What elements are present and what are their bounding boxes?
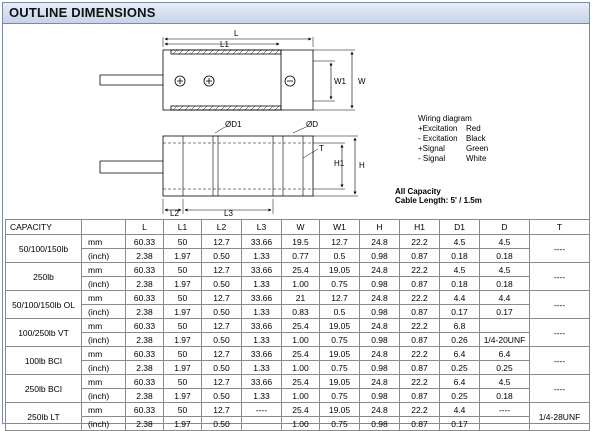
value-cell: 60.33 [126, 375, 164, 389]
dimension-table [5, 219, 590, 431]
wiring-signal: +Signal [418, 144, 445, 153]
value-cell: 19.05 [320, 403, 360, 417]
value-cell: 0.98 [360, 305, 400, 319]
label-L: L [234, 29, 239, 38]
value-cell: 0.83 [282, 305, 320, 319]
top-hatch-strip [171, 50, 281, 54]
value-cell: 60.33 [126, 235, 164, 249]
value-cell: 4.5 [480, 235, 530, 249]
value-cell: 1.00 [282, 417, 320, 431]
wiring-line [418, 134, 488, 144]
value-cell: 0.25 [440, 361, 480, 375]
value-cell: 1.33 [242, 249, 282, 263]
value-cell: 25.4 [282, 403, 320, 417]
wiring-color: Red [466, 124, 481, 133]
side-cable [100, 161, 163, 173]
value-cell: 25.4 [282, 375, 320, 389]
col-header [82, 220, 126, 235]
value-cell: 1.97 [164, 305, 202, 319]
value-cell: 22.2 [400, 319, 440, 333]
top-view-body [163, 50, 281, 110]
wiring-signal: - Excitation [418, 134, 458, 143]
value-cell: 0.26 [440, 333, 480, 347]
dimension-drawing-svg [3, 23, 591, 218]
value-cell: ---- [480, 403, 530, 417]
unit-cell: (inch) [82, 277, 126, 291]
unit-cell: mm [82, 403, 126, 417]
table-row [6, 333, 590, 347]
value-cell: 33.66 [242, 347, 282, 361]
table-row [6, 417, 590, 431]
unit-cell: mm [82, 291, 126, 305]
value-cell: 4.5 [440, 235, 480, 249]
value-cell: 0.18 [440, 249, 480, 263]
value-cell: 6.4 [480, 347, 530, 361]
value-cell: 24.8 [360, 319, 400, 333]
value-cell: 0.98 [360, 249, 400, 263]
col-header: L2 [202, 220, 242, 235]
col-header: H [360, 220, 400, 235]
unit-cell: mm [82, 319, 126, 333]
value-cell: 2.38 [126, 305, 164, 319]
table-row [6, 361, 590, 375]
value-cell: 22.2 [400, 347, 440, 361]
value-cell: 21 [282, 291, 320, 305]
value-cell: 0.75 [320, 333, 360, 347]
value-cell: 4.5 [480, 375, 530, 389]
value-cell: 33.66 [242, 235, 282, 249]
value-cell: 2.38 [126, 417, 164, 431]
value-cell: 25.4 [282, 319, 320, 333]
table-row [6, 291, 590, 305]
unit-cell: (inch) [82, 305, 126, 319]
table-row [6, 319, 590, 333]
value-cell: 60.33 [126, 291, 164, 305]
value-cell: 0.87 [400, 305, 440, 319]
value-cell: 0.75 [320, 389, 360, 403]
capacity-cell: 50/100/150lb OL [6, 291, 82, 319]
value-cell: 2.38 [126, 361, 164, 375]
unit-cell: (inch) [82, 417, 126, 431]
value-cell: 19.05 [320, 375, 360, 389]
value-cell: 1.97 [164, 249, 202, 263]
table-header-row [6, 220, 590, 235]
wiring-signal: +Excitation [418, 124, 458, 133]
label-L3: L3 [224, 209, 233, 218]
value-cell: 0.50 [202, 249, 242, 263]
value-cell: 0.87 [400, 389, 440, 403]
value-cell: 0.18 [480, 249, 530, 263]
outline-dimensions-panel [2, 2, 590, 429]
top-cable [100, 75, 163, 85]
value-cell: 1.33 [242, 333, 282, 347]
value-cell: 22.2 [400, 291, 440, 305]
value-cell: 12.7 [202, 347, 242, 361]
capacity-cell: 250lb [6, 263, 82, 291]
unit-cell: (inch) [82, 361, 126, 375]
value-cell: 22.2 [400, 403, 440, 417]
value-cell: 0.87 [400, 249, 440, 263]
value-cell: 0.77 [282, 249, 320, 263]
value-cell: 4.4 [440, 403, 480, 417]
unit-cell: mm [82, 347, 126, 361]
value-cell: 0.50 [202, 277, 242, 291]
value-cell: 12.7 [320, 291, 360, 305]
value-cell: 33.66 [242, 319, 282, 333]
value-cell: 12.7 [202, 263, 242, 277]
value-cell: 0.75 [320, 417, 360, 431]
value-cell: 1/4-20UNF [480, 333, 530, 347]
col-header: W [282, 220, 320, 235]
value-cell: 1.00 [282, 333, 320, 347]
unit-cell: mm [82, 375, 126, 389]
value-cell: 50 [164, 403, 202, 417]
value-cell: 24.8 [360, 347, 400, 361]
value-cell: 0.98 [360, 417, 400, 431]
value-cell: 0.17 [440, 417, 480, 431]
value-cell: 60.33 [126, 263, 164, 277]
value-cell: 50 [164, 291, 202, 305]
wiring-line [418, 124, 488, 134]
value-cell: 6.4 [440, 347, 480, 361]
wiring-color: White [466, 154, 487, 163]
value-cell: 12.7 [202, 319, 242, 333]
value-cell: 24.8 [360, 375, 400, 389]
value-cell: 22.2 [400, 263, 440, 277]
table-row [6, 375, 590, 389]
value-cell: 12.7 [202, 403, 242, 417]
col-header: D [480, 220, 530, 235]
value-cell: 4.5 [440, 263, 480, 277]
side-view-body [163, 136, 313, 196]
t-cell: ---- [530, 291, 590, 319]
value-cell: 50 [164, 319, 202, 333]
value-cell: 0.25 [440, 389, 480, 403]
table-body [6, 235, 590, 431]
value-cell: 60.33 [126, 347, 164, 361]
t-cell: ---- [530, 347, 590, 375]
t-cell: ---- [530, 319, 590, 347]
value-cell: 0.18 [480, 277, 530, 291]
value-cell [480, 417, 530, 431]
value-cell: 0.98 [360, 277, 400, 291]
value-cell: 50 [164, 375, 202, 389]
value-cell: 0.17 [480, 305, 530, 319]
label-H1: H1 [334, 159, 345, 168]
value-cell: ---- [242, 403, 282, 417]
value-cell: 60.33 [126, 319, 164, 333]
value-cell: 12.7 [202, 235, 242, 249]
value-cell: 50 [164, 235, 202, 249]
unit-cell: (inch) [82, 389, 126, 403]
capacity-note [395, 187, 482, 205]
t-cell: ---- [530, 263, 590, 291]
value-cell: 0.5 [320, 249, 360, 263]
value-cell: 50 [164, 347, 202, 361]
value-cell: 24.8 [360, 263, 400, 277]
value-cell: 0.75 [320, 277, 360, 291]
value-cell: 2.38 [126, 277, 164, 291]
wiring-line [418, 144, 488, 154]
cable-length-label: Cable Length: 5' / 1.5m [395, 196, 482, 205]
value-cell: 4.5 [480, 263, 530, 277]
value-cell: 1.97 [164, 333, 202, 347]
value-cell [242, 417, 282, 431]
wiring-color: Green [466, 144, 489, 153]
value-cell: 33.66 [242, 263, 282, 277]
col-header: H1 [400, 220, 440, 235]
value-cell: 12.7 [202, 291, 242, 305]
value-cell: 4.4 [480, 291, 530, 305]
value-cell: 0.18 [440, 277, 480, 291]
value-cell: 0.98 [360, 361, 400, 375]
value-cell: 1.33 [242, 305, 282, 319]
table-row [6, 263, 590, 277]
col-header: W1 [320, 220, 360, 235]
table-row [6, 277, 590, 291]
wiring-diagram [418, 114, 488, 164]
value-cell: 2.38 [126, 333, 164, 347]
t-cell: 1/4-28UNF [530, 403, 590, 431]
label-H: H [359, 161, 365, 170]
value-cell: 50 [164, 263, 202, 277]
table-row [6, 389, 590, 403]
value-cell: 0.18 [480, 389, 530, 403]
value-cell: 22.2 [400, 235, 440, 249]
value-cell: 24.8 [360, 403, 400, 417]
capacity-cell: 100lb BCI [6, 347, 82, 375]
label-L2: L2 [170, 209, 179, 218]
capacity-cell: 250lb BCI [6, 375, 82, 403]
value-cell: 60.33 [126, 403, 164, 417]
value-cell: 4.4 [440, 291, 480, 305]
value-cell: 0.50 [202, 417, 242, 431]
table-row [6, 305, 590, 319]
value-cell: 33.66 [242, 375, 282, 389]
unit-cell: (inch) [82, 333, 126, 347]
title-bar [3, 3, 589, 24]
col-header: T [530, 220, 590, 235]
value-cell: 2.38 [126, 249, 164, 263]
col-header: L [126, 220, 164, 235]
value-cell: 25.4 [282, 347, 320, 361]
value-cell: 19.05 [320, 347, 360, 361]
value-cell: 1.00 [282, 277, 320, 291]
value-cell: 1.97 [164, 361, 202, 375]
value-cell: 0.87 [400, 417, 440, 431]
value-cell: 0.17 [440, 305, 480, 319]
value-cell: 1.33 [242, 361, 282, 375]
table-row [6, 249, 590, 263]
value-cell: 24.8 [360, 235, 400, 249]
bottom-hatch-strip [171, 106, 281, 110]
t-cell: ---- [530, 375, 590, 403]
value-cell: 1.97 [164, 417, 202, 431]
value-cell: 0.5 [320, 305, 360, 319]
label-L1: L1 [220, 40, 229, 49]
value-cell: 0.25 [480, 361, 530, 375]
col-header: L3 [242, 220, 282, 235]
value-cell: 22.2 [400, 375, 440, 389]
value-cell: 6.4 [440, 375, 480, 389]
value-cell: 0.75 [320, 361, 360, 375]
value-cell: 0.87 [400, 277, 440, 291]
value-cell: 12.7 [320, 235, 360, 249]
value-cell: 2.38 [126, 389, 164, 403]
value-cell: 1.33 [242, 277, 282, 291]
value-cell: 0.87 [400, 361, 440, 375]
value-cell: 1.00 [282, 389, 320, 403]
wiring-signal: - Signal [418, 154, 446, 163]
value-cell: 25.4 [282, 263, 320, 277]
value-cell: 24.8 [360, 291, 400, 305]
value-cell: 6.8 [440, 319, 480, 333]
table-row [6, 235, 590, 249]
wiring-color: Black [466, 134, 486, 143]
label-D1: ØD1 [225, 120, 242, 129]
capacity-cell: 100/250lb VT [6, 319, 82, 347]
value-cell [480, 319, 530, 333]
col-header: D1 [440, 220, 480, 235]
capacity-cell: 250lb LT [6, 403, 82, 431]
value-cell: 0.50 [202, 305, 242, 319]
all-capacity-label: All Capacity [395, 187, 441, 196]
value-cell: 0.98 [360, 389, 400, 403]
value-cell: 0.50 [202, 389, 242, 403]
value-cell: 0.50 [202, 333, 242, 347]
col-header: L1 [164, 220, 202, 235]
label-D: ØD [306, 120, 318, 129]
value-cell: 1.97 [164, 277, 202, 291]
value-cell: 0.98 [360, 333, 400, 347]
value-cell: 33.66 [242, 291, 282, 305]
value-cell: 0.50 [202, 361, 242, 375]
value-cell: 0.87 [400, 333, 440, 347]
wiring-title: Wiring diagram [418, 114, 472, 123]
capacity-cell: 50/100/150lb [6, 235, 82, 263]
wiring-line [418, 154, 488, 164]
value-cell: 1.97 [164, 389, 202, 403]
unit-cell: mm [82, 235, 126, 249]
value-cell: 12.7 [202, 375, 242, 389]
value-cell: 1.00 [282, 361, 320, 375]
col-header: CAPACITY [6, 220, 82, 235]
label-T: T [319, 144, 324, 153]
panel-title: OUTLINE DIMENSIONS [9, 5, 156, 20]
table-row [6, 347, 590, 361]
label-W1: W1 [334, 77, 346, 86]
value-cell: 19.05 [320, 263, 360, 277]
label-W: W [358, 77, 366, 86]
unit-cell: (inch) [82, 249, 126, 263]
unit-cell: mm [82, 263, 126, 277]
value-cell: 19.05 [320, 319, 360, 333]
t-cell: ---- [530, 235, 590, 263]
table-row [6, 403, 590, 417]
value-cell: 19.5 [282, 235, 320, 249]
value-cell: 1.33 [242, 389, 282, 403]
outline-drawing [3, 23, 591, 218]
